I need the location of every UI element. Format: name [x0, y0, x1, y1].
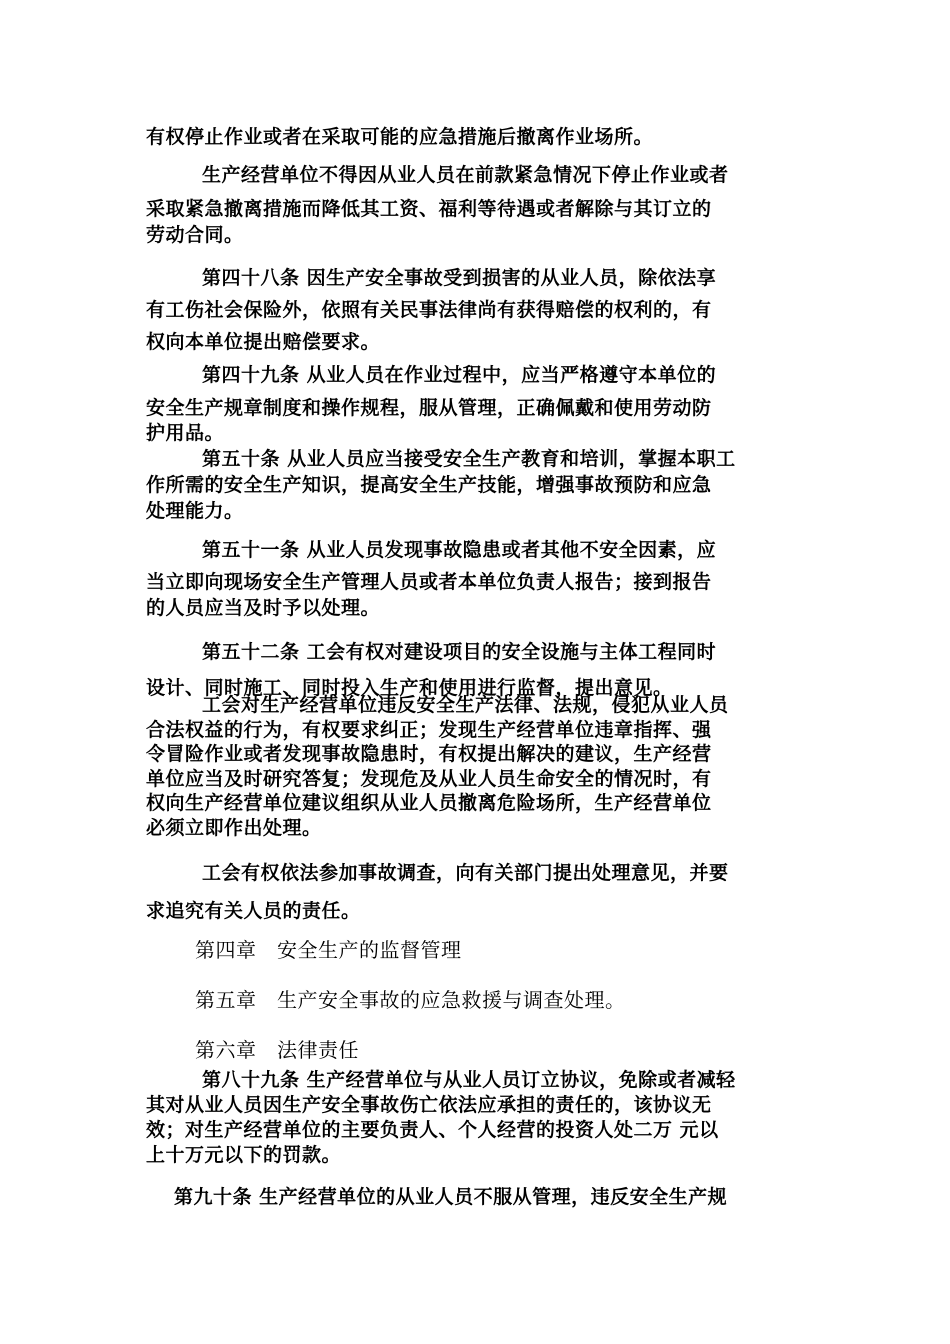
- text-line: 令冒险作业或者发现事故隐患时，有权提出解决的建议，生产经营: [146, 743, 712, 765]
- paragraph: [146, 122, 806, 152]
- text-line: 第九十条 生产经营单位的从业人员不服从管理，违反安全生产规: [174, 1186, 728, 1208]
- text-line: 工会对生产经营单位违反安全生产法律、法规，侵犯从业人员: [202, 694, 729, 716]
- text-line: 其对从业人员因生产安全事故伤亡依法应承担的责任的，该协议无: [146, 1094, 712, 1116]
- paragraph: [146, 693, 806, 840]
- text-line: 求追究有关人员的责任。: [146, 900, 361, 922]
- text-line: 护用品。: [146, 422, 225, 444]
- text-line: 上十万元以下的罚款。: [146, 1144, 342, 1166]
- text-line: 第四十八条 因生产安全事故受到损害的从业人员，除依法享: [202, 267, 717, 289]
- text-line: 采取紧急撤离措施而降低其工资、福利等待遇或者解除与其订立的: [146, 198, 712, 220]
- text-line: 作所需的安全生产知识，提高安全生产技能，增强事故预防和应急: [146, 474, 712, 496]
- text-line: 第五十一条 从业人员发现事故隐患或者其他不安全因素，应: [202, 539, 717, 561]
- paragraph: [146, 1182, 806, 1212]
- text-line: 第八十九条 生产经营单位与从业人员订立协议，免除或者减轻: [202, 1069, 736, 1091]
- text-line: 生产经营单位不得因从业人员在前款紧急情况下停止作业或者: [202, 164, 729, 186]
- text-line: 有权停止作业或者在采取可能的应急措施后撤离作业场所。: [146, 126, 654, 148]
- text-line: 第五十二条 工会有权对建设项目的安全设施与主体工程同时: [202, 641, 717, 663]
- chapter-heading: 第四章 安全生产的监督管理: [195, 938, 462, 962]
- paragraph: [146, 158, 806, 252]
- paragraph: [146, 854, 806, 930]
- text-line: 第五十条 从业人员应当接受安全生产教育和培训，掌握本职工: [202, 448, 736, 470]
- text-line: 设计、同时施工、同时投入生产和使用进行监督，提出意见。: [146, 677, 673, 699]
- text-line: 处理能力。: [146, 500, 244, 522]
- text-line: 工会有权依法参加事故调查，向有关部门提出处理意见，并要: [202, 862, 729, 884]
- text-line: 安全生产规章制度和操作规程，服从管理，正确佩戴和使用劳动防: [146, 397, 712, 419]
- text-line: 有工伤社会保险外，依照有关民事法律尚有获得赔偿的权利的，有: [146, 299, 712, 321]
- paragraph: [146, 446, 806, 524]
- text-line: 合法权益的行为，有权要求纠正；发现生产经营单位违章指挥、强: [146, 718, 712, 741]
- paragraph: [146, 534, 806, 624]
- chapter-heading: 第五章 生产安全事故的应急救援与调查处理。: [195, 988, 626, 1012]
- text-line: 单位应当及时研究答复；发现危及从业人员生命安全的情况时，有: [146, 767, 712, 790]
- text-line: 权向生产经营单位建议组织从业人员撤离危险场所，生产经营单位: [146, 792, 712, 814]
- text-line: 的人员应当及时予以处理。: [146, 597, 381, 619]
- text-line: 第四十九条 从业人员在作业过程中，应当严格遵守本单位的: [202, 364, 717, 386]
- text-line: 效；对生产经营单位的主要负责人、个人经营的投资人处二万 元以: [146, 1119, 719, 1141]
- chapter-heading: 第六章 法律责任: [195, 1038, 359, 1062]
- text-line: 必须立即作出处理。: [146, 816, 322, 839]
- paragraph: [146, 1068, 806, 1168]
- paragraph: [146, 359, 806, 450]
- text-line: 当立即向现场安全生产管理人员或者本单位负责人报告；接到报告: [146, 571, 712, 593]
- text-line: 权向本单位提出赔偿要求。: [146, 331, 381, 353]
- text-line: 劳动合同。: [146, 224, 244, 246]
- paragraph: [146, 262, 806, 358]
